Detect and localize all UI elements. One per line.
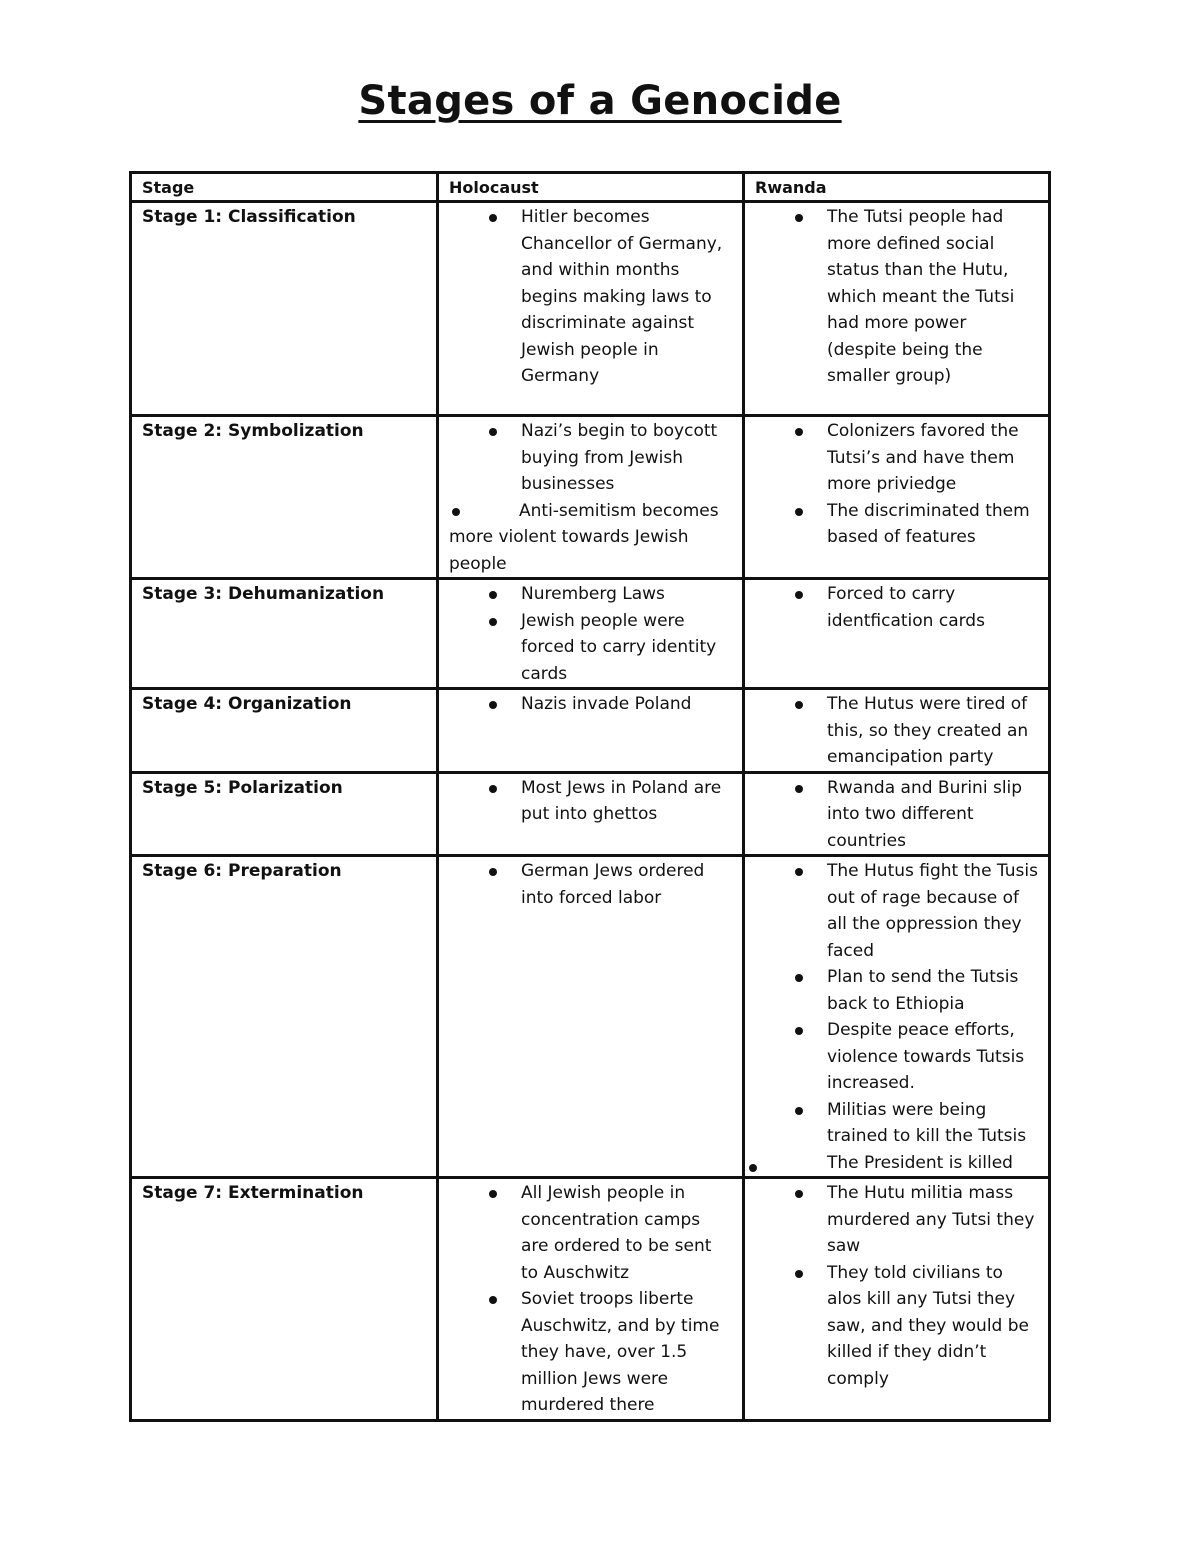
stage-label: Stage 4: Organization (142, 694, 352, 714)
table-header-row (131, 173, 1050, 202)
rwanda-cell (744, 689, 1050, 773)
rwanda-cell (744, 856, 1050, 1178)
holocaust-cell (438, 856, 744, 1178)
stage-label: Stage 1: Classification (142, 207, 356, 227)
list-item: Militias were being trained to kill the Tutsis (755, 1097, 1038, 1150)
rwanda-cell (744, 1178, 1050, 1421)
stage-label: Stage 5: Polarization (142, 777, 343, 798)
list-item: The Tutsi people had more defined social status than the Hutu, which meant the Tutsi had more power (despite being the smaller group) (755, 204, 1038, 390)
holocaust-cell (438, 416, 744, 579)
holocaust-cell (438, 772, 744, 856)
list-item: The Hutu militia mass murdered any Tutsi they saw (755, 1180, 1038, 1260)
rwanda-list (755, 858, 1038, 1176)
rwanda-list (755, 691, 1038, 771)
list-item: Hitler becomes Chancellor of Germany, and within months begins making laws to discriminate against Jewish people in Germany (449, 204, 732, 390)
list-item: Nazis invade Poland (449, 691, 732, 718)
holocaust-list (449, 581, 732, 687)
stage-label: Stage 2: Symbolization (142, 421, 364, 441)
list-item: The President is killed (745, 1150, 1038, 1177)
rwanda-cell (744, 202, 1050, 416)
list-item: All Jewish people in concentration camps are ordered to be sent to Auschwitz (449, 1180, 732, 1286)
table-row (131, 579, 1050, 689)
table-row (131, 689, 1050, 773)
holocaust-list (449, 418, 732, 577)
list-item: Rwanda and Burini slip into two different countries (755, 775, 1038, 855)
rwanda-cell (744, 772, 1050, 856)
list-item: Soviet troops liberte Auschwitz, and by time they have, over 1.5 million Jews were murdered there (449, 1286, 732, 1419)
list-item: Forced to carry identfication cards (755, 581, 1038, 634)
page-title: Stages of a Genocide (358, 78, 842, 124)
table-row (131, 202, 1050, 416)
header-rwanda: Rwanda (744, 173, 1050, 202)
list-item: Despite peace efforts, violence towards Tutsis increased. (755, 1017, 1038, 1097)
holocaust-list (449, 775, 732, 828)
table-row (131, 772, 1050, 856)
table-row (131, 856, 1050, 1178)
rwanda-list (755, 418, 1038, 551)
table-row (131, 1178, 1050, 1421)
holocaust-cell (438, 202, 744, 416)
header-holocaust: Holocaust (438, 173, 744, 202)
list-item: German Jews ordered into forced labor (449, 858, 732, 911)
stages-table (129, 171, 1051, 1422)
header-stage: Stage (131, 173, 438, 202)
stage-label: Stage 7: Extermination (142, 1183, 364, 1203)
list-item: Most Jews in Poland are put into ghettos (449, 775, 732, 828)
rwanda-list (755, 204, 1038, 390)
holocaust-list (449, 204, 732, 390)
holocaust-cell (438, 1178, 744, 1421)
rwanda-list (755, 1180, 1038, 1392)
rwanda-cell (744, 579, 1050, 689)
list-item: Colonizers favored the Tutsi’s and have them more priviedge (755, 418, 1038, 498)
holocaust-list (449, 691, 732, 718)
stage-cell (131, 416, 438, 579)
list-item: Plan to send the Tutsis back to Ethiopia (755, 964, 1038, 1017)
holocaust-list (449, 1180, 732, 1419)
stage-label: Stage 3: Dehumanization (142, 584, 385, 604)
list-item: The Hutus were tired of this, so they created an emancipation party (755, 691, 1038, 771)
table-row (131, 416, 1050, 579)
stage-cell (131, 202, 438, 416)
stage-cell (131, 579, 438, 689)
list-item: Nuremberg Laws (449, 581, 732, 608)
list-item: They told civilians to alos kill any Tutsi they saw, and they would be killed if they didn’t comply (755, 1260, 1038, 1393)
rwanda-list (755, 775, 1038, 855)
list-item: Jewish people were forced to carry identity cards (449, 608, 732, 688)
stage-cell (131, 689, 438, 773)
stage-cell (131, 856, 438, 1178)
holocaust-list (449, 858, 732, 911)
holocaust-cell (438, 579, 744, 689)
rwanda-list (755, 581, 1038, 634)
list-item: The discriminated them based of features (755, 498, 1038, 551)
stage-cell (131, 1178, 438, 1421)
list-item: Anti-semitism becomes more violent towards Jewish people (449, 498, 732, 578)
stage-cell (131, 772, 438, 856)
list-item: Nazi’s begin to boycott buying from Jewish businesses (449, 418, 732, 498)
rwanda-cell (744, 416, 1050, 579)
holocaust-cell (438, 689, 744, 773)
stage-label: Stage 6: Preparation (142, 861, 342, 881)
list-item: The Hutus fight the Tusis out of rage because of all the oppression they faced (755, 858, 1038, 964)
